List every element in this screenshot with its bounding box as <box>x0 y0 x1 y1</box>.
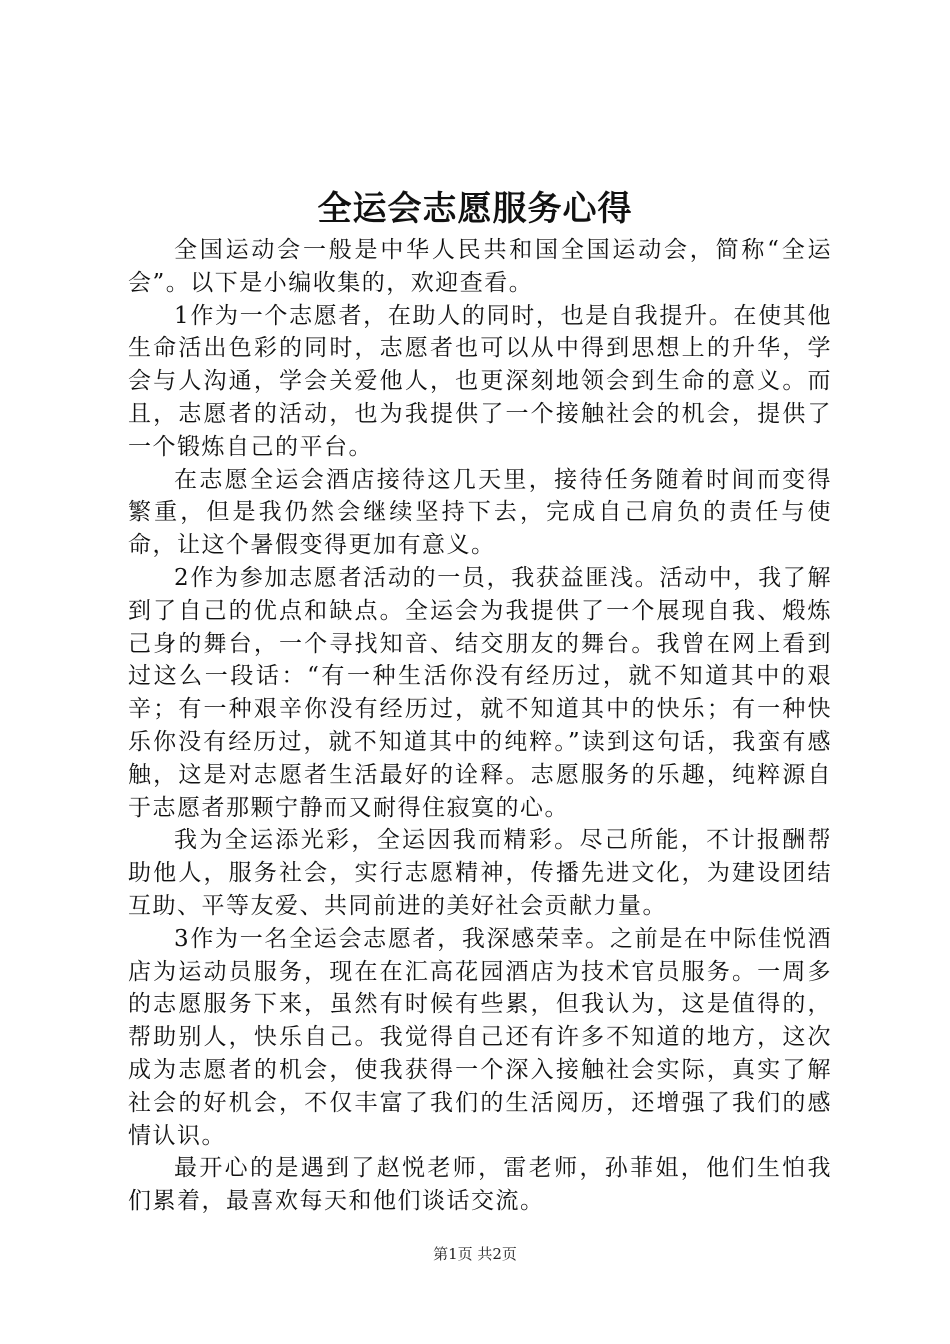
document-body <box>128 234 832 1218</box>
page-number-footer: 第1页 共2页 <box>433 1245 517 1263</box>
paragraph: 1作为一个志愿者，在助人的同时，也是自我提升。在使其他生命活出色彩的同时，志愿者也可以从中得到思想上的升华，学会与人沟通，学会关爱他人，也更深刻地领会到生命的意义。而且，志愿者的活动，也为我提供了一个接触社会的机会，提供了一个锻炼自己的平台。 <box>128 302 832 460</box>
document-title: 全运会志愿服务心得 <box>317 189 633 229</box>
paragraph: 我为全运添光彩，全运因我而精彩。尽己所能，不计报酬帮助他人，服务社会，实行志愿精神，传播先进文化，为建设团结互助、平等友爱、共同前进的美好社会贡献力量。 <box>128 827 832 919</box>
paragraph: 3作为一名全运会志愿者，我深感荣幸。之前是在中际佳悦酒店为运动员服务，现在在汇高花园酒店为技术官员服务。一周多的志愿服务下来，虽然有时候有些累，但我认为，这是值得的，帮助别人，快乐自己。我觉得自己还有许多不知道的地方，这次成为志愿者的机会，使我获得一个深入接触社会实际，真实了解社会的好机会，不仅丰富了我们的生活阅历，还增强了我们的感情认识。 <box>128 925 832 1149</box>
paragraph: 在志愿全运会酒店接待这几天里，接待任务随着时间而变得繁重，但是我仍然会继续坚持下去，完成自己肩负的责任与使命，让这个暑假变得更加有意义。 <box>128 466 832 559</box>
paragraph: 2作为参加志愿者活动的一员，我获益匪浅。活动中，我了解到了自己的优点和缺点。全运会为我提供了一个展现自我、煅炼己身的舞台，一个寻找知音、结交朋友的舞台。我曾在网上看到过这么一段话：“有一种生活你没有经历过，就不知道其中的艰辛；有一种艰辛你没有经历过，就不知道其中的快乐；有一种快乐你没有经历过，就不知道其中的纯粹。”读到这句话，我蛮有感触，这是对志愿者生活最好的诠释。志愿服务的乐趣，纯粹源自于志愿者那颗宁静而又耐得住寂寞的心。 <box>128 564 832 821</box>
paragraph: 全国运动会一般是中华人民共和国全国运动会，简称“全运会”。以下是小编收集的，欢迎查看。 <box>128 237 832 296</box>
paragraph: 最开心的是遇到了赵悦老师，雷老师，孙菲姐，他们生怕我们累着，最喜欢每天和他们谈话交流。 <box>128 1155 832 1215</box>
